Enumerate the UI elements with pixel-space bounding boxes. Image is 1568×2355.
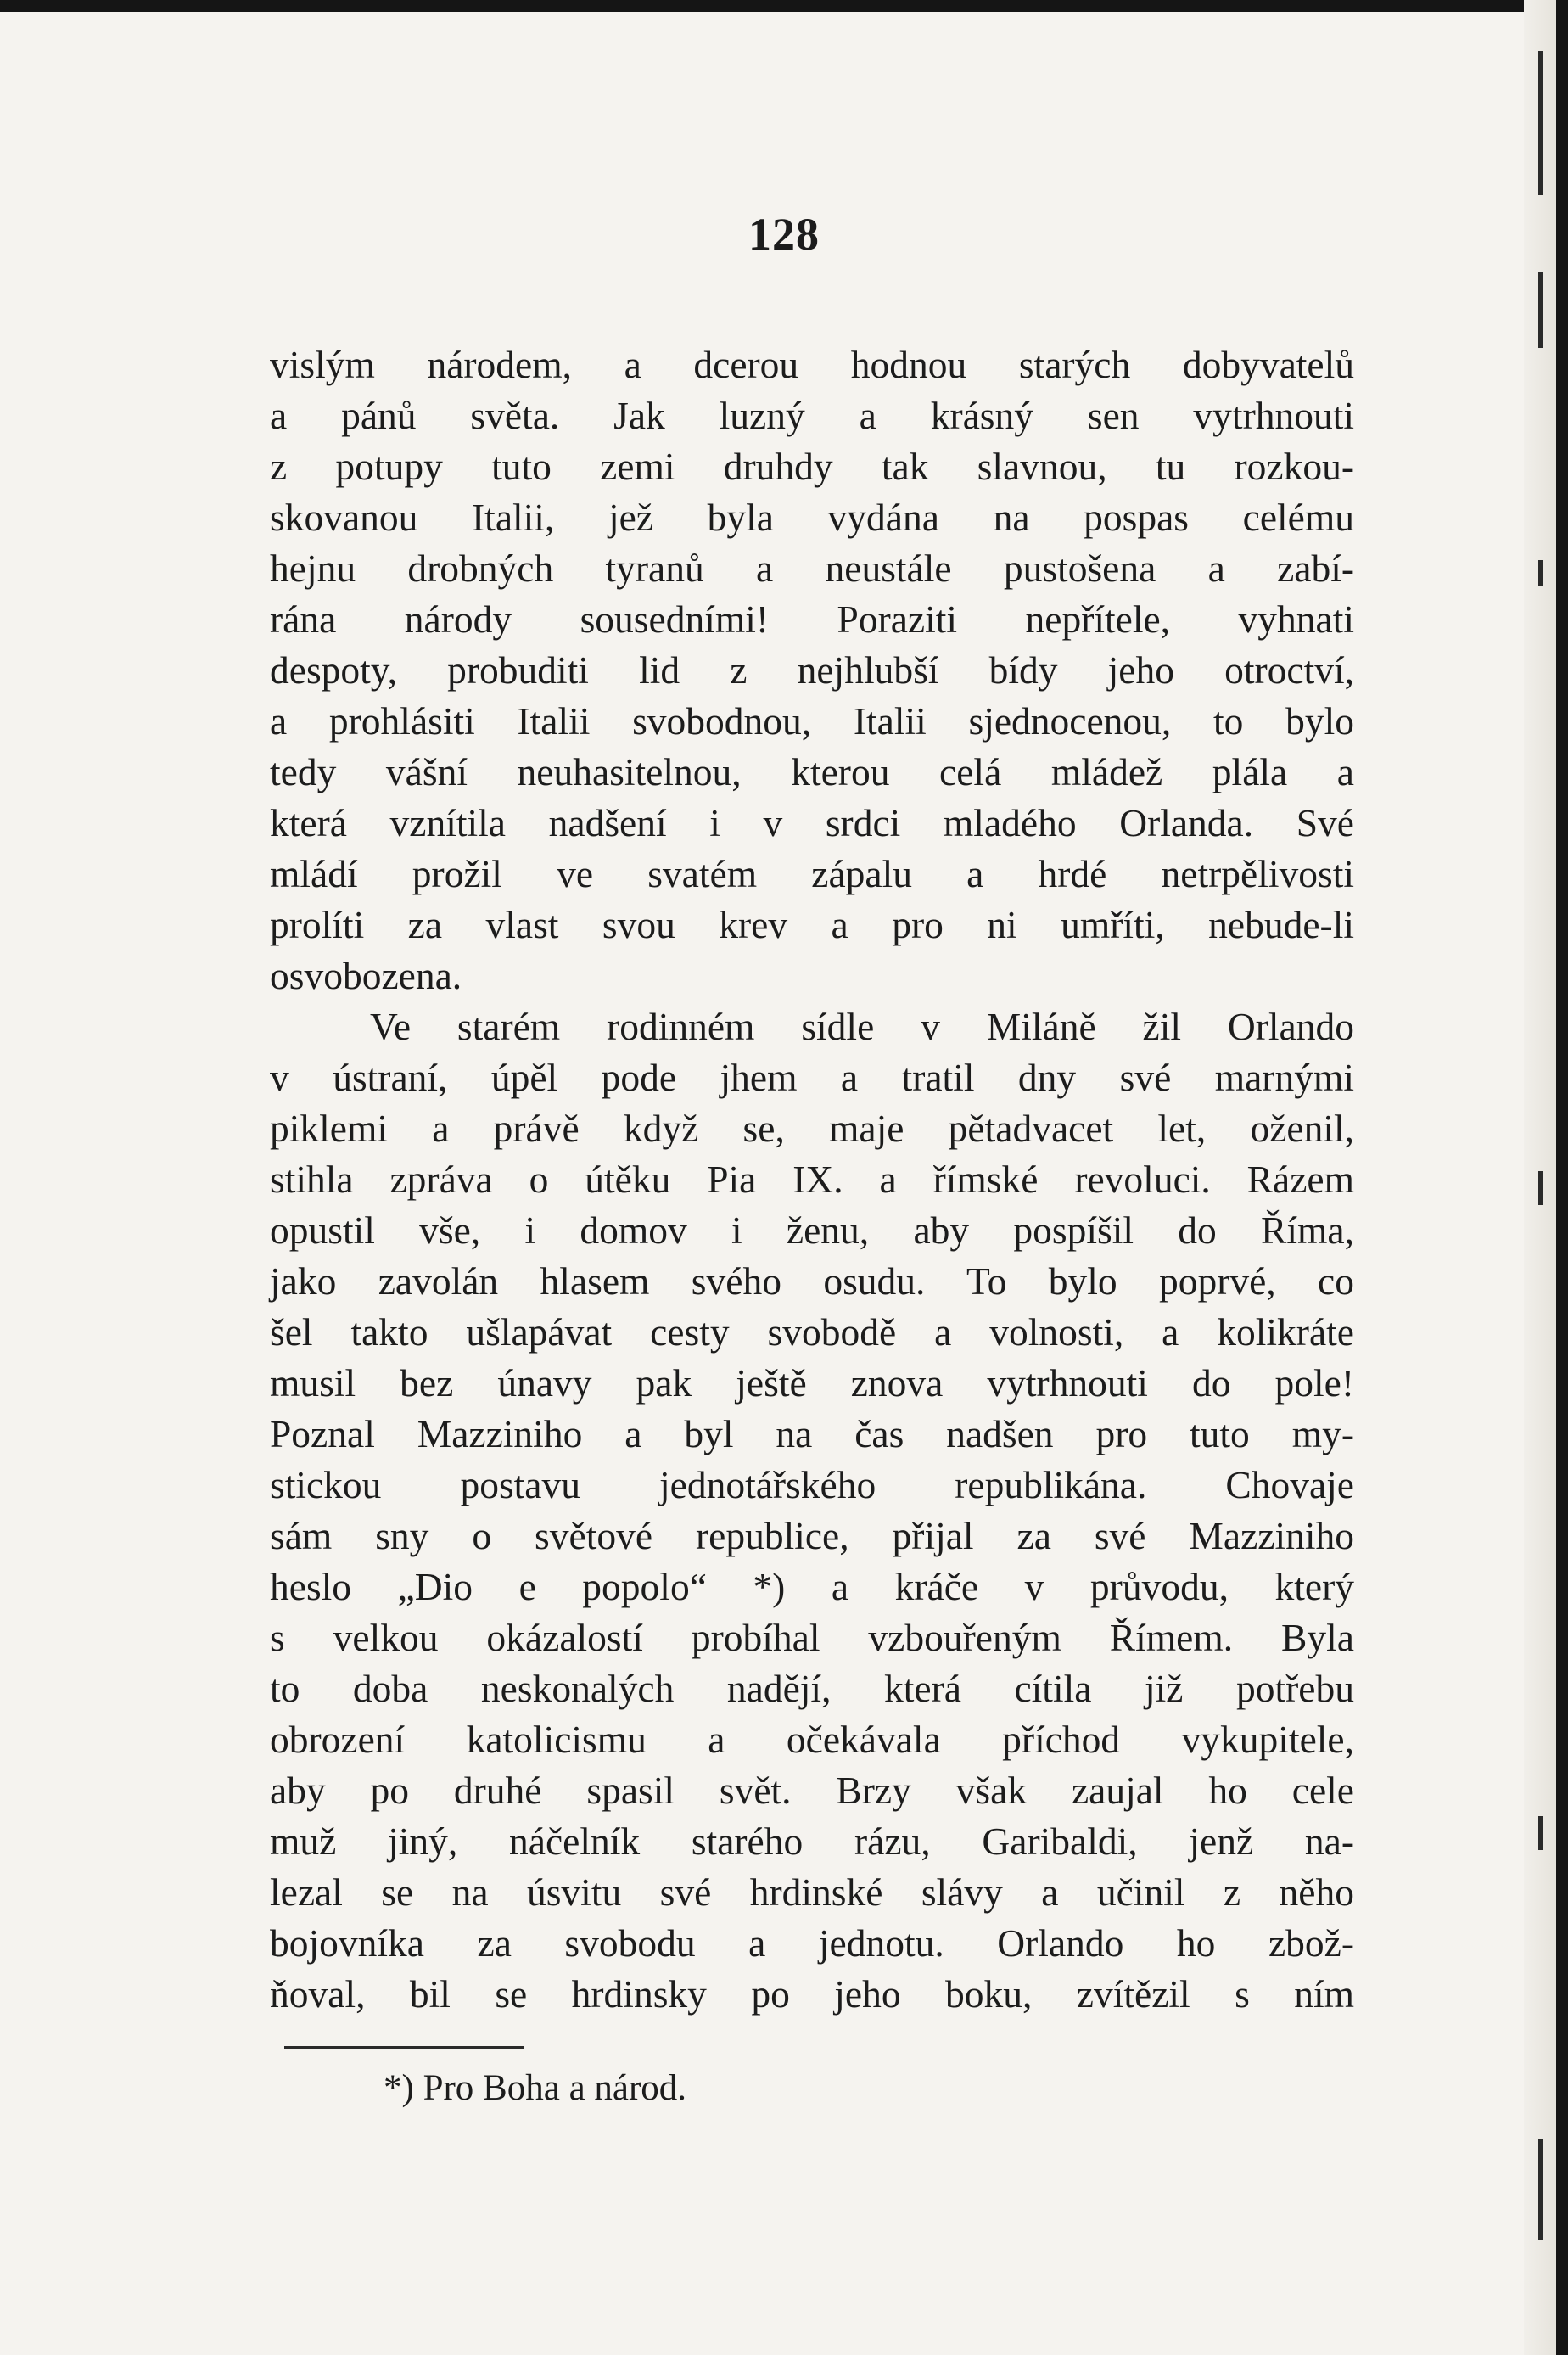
text-line: rána národy sousedními! Poraziti nepřítele, vyhnati [270, 597, 1354, 641]
text-line: Poznal Mazziniho a byl na čas nadšen pro tuto my- [270, 1412, 1354, 1455]
text-line: piklemi a právě když se, maje pětadvacet let, oženil, [270, 1107, 1354, 1150]
text-line: opustil vše, i domov i ženu, aby pospíšil do Říma, [270, 1208, 1354, 1252]
text-line: musil bez únavy pak ještě znova vytrhnouti do pole! [270, 1361, 1354, 1405]
text-line: hejnu drobných tyranů a neustále pustošena a zabí- [270, 547, 1354, 590]
text-line: vislým národem, a dcerou hodnou starých dobyvatelů [270, 343, 1354, 386]
text-line: skovanou Italii, jež byla vydána na pospas celému [270, 496, 1354, 539]
edge-mark [1538, 560, 1543, 586]
text-line: a prohlásiti Italii svobodnou, Italii sjednocenou, to bylo [270, 699, 1354, 743]
edge-mark [1538, 1171, 1543, 1205]
scan-border-top [0, 0, 1568, 12]
text-line: jako zavolán hlasem svého osudu. To bylo poprvé, co [270, 1259, 1354, 1303]
text-line: muž jiný, náčelník starého rázu, Garibaldi, jenž na- [270, 1820, 1354, 1863]
text-line: to doba neskonalých nadějí, která cítila již potřebu [270, 1667, 1354, 1710]
paragraph-2 [270, 1001, 1354, 2020]
text-line: stickou postavu jednotářského republikána. Chovaje [270, 1463, 1354, 1506]
footnote-divider [284, 2046, 524, 2049]
text-line: šel takto ušlapávat cesty svobodě a volnosti, a kolikráte [270, 1310, 1354, 1354]
text-line: sám sny o světové republice, přijal za své Mazziniho [270, 1514, 1354, 1557]
page-number: 128 [748, 209, 820, 260]
text-line: tedy vášní neuhasitelnou, kterou celá mládež plála a [270, 750, 1354, 793]
footnote: *) Pro Boha a národ. [384, 2068, 687, 2108]
text-line: mládí prožil ve svatém zápalu a hrdé netrpělivosti [270, 852, 1354, 895]
text-line: která vznítila nadšení i v srdci mladého Orlanda. Své [270, 801, 1354, 844]
text-line: v ústraní, úpěl pode jhem a tratil dny své marnými [270, 1056, 1354, 1099]
text-line: prolíti za vlast svou krev a pro ni umříti, nebude-li [270, 903, 1354, 946]
text-line: Ve starém rodinném sídle v Miláně žil Orlando [370, 1005, 1354, 1048]
text-line: lezal se na úsvitu své hrdinské slávy a učinil z něho [270, 1870, 1354, 1914]
text-line: z potupy tuto zemi druhdy tak slavnou, tu rozkou- [270, 445, 1354, 488]
text-line: despoty, probuditi lid z nejhlubší bídy jeho otroctví, [270, 648, 1354, 692]
scan-border-right [1556, 0, 1568, 2355]
edge-mark [1538, 1816, 1543, 1850]
text-line: ňoval, bil se hrdinsky po jeho boku, zvítězil s ním [270, 1972, 1354, 2016]
text-line: heslo „Dio e popolo“ *) a kráče v průvodu, který [270, 1565, 1354, 1608]
text-line: osvobozena. [270, 954, 462, 997]
edge-mark [1538, 51, 1543, 195]
paragraph-1 [270, 339, 1354, 1001]
edge-mark [1538, 2139, 1543, 2240]
text-line: stihla zpráva o útěku Pia IX. a římské revoluci. Rázem [270, 1158, 1354, 1201]
text-line: bojovníka za svobodu a jednotu. Orlando ho zbož- [270, 1921, 1354, 1965]
text-line: s velkou okázalostí probíhal vzbouřeným Římem. Byla [270, 1616, 1354, 1659]
text-line: a pánů světa. Jak luzný a krásný sen vytrhnouti [270, 394, 1354, 437]
body-text [270, 339, 1354, 2020]
text-line: aby po druhé spasil svět. Brzy však zaujal ho cele [270, 1769, 1354, 1812]
edge-mark [1538, 272, 1543, 348]
text-line: obrození katolicismu a očekávala příchod vykupitele, [270, 1718, 1354, 1761]
